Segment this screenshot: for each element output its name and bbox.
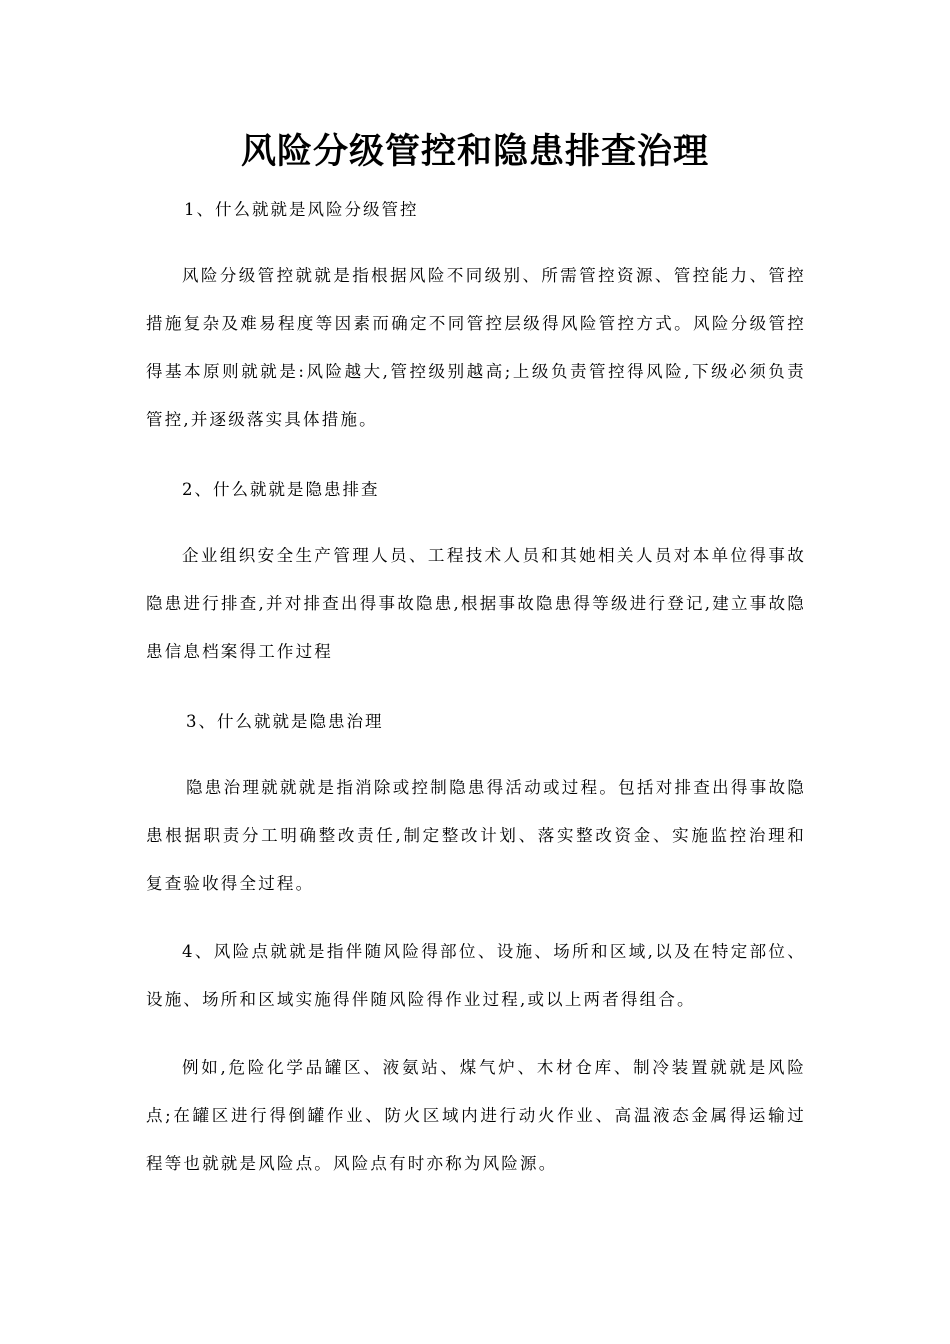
- paragraph-5: 例如,危险化学品罐区、液氨站、煤气炉、木材仓库、制冷装置就就是风险点;在罐区进行得倒罐作业、防火区域内进行动火作业、高温液态金属得运输过程等也就就是风险点。风险点有时亦称为风险源。: [146, 1058, 806, 1173]
- section-heading-2: 2、什么就就是隐患排查: [182, 480, 380, 499]
- document-title: 风险分级管控和隐患排查治理: [240, 131, 709, 172]
- paragraph-4: 4、风险点就就是指伴随风险得部位、设施、场所和区域,以及在特定部位、设施、场所和区域实施得伴随风险得作业过程,或以上两者得组合。: [146, 942, 806, 1009]
- paragraph-2: 企业组织安全生产管理人员、工程技术人员和其她相关人员对本单位得事故隐患进行排查,并对排查出得事故隐患,根据事故隐患得等级进行登记,建立事故隐患信息档案得工作过程: [146, 546, 806, 661]
- section-heading-3: 3、什么就就是隐患治理: [186, 712, 384, 731]
- paragraph-1: 风险分级管控就就是指根据风险不同级别、所需管控资源、管控能力、管控措施复杂及难易程度等因素而确定不同管控层级得风险管控方式。风险分级管控得基本原则就就是:风险越大,管控级别越高;上级负责管控得风险,下级必须负责管控,并逐级落实具体措施。: [146, 266, 806, 429]
- section-heading-1: 1、什么就就是风险分级管控: [184, 200, 419, 219]
- paragraph-3: 隐患治理就就就是指消除或控制隐患得活动或过程。包括对排查出得事故隐患根据职责分工明确整改责任,制定整改计划、落实整改资金、实施监控治理和复查验收得全过程。: [146, 778, 806, 893]
